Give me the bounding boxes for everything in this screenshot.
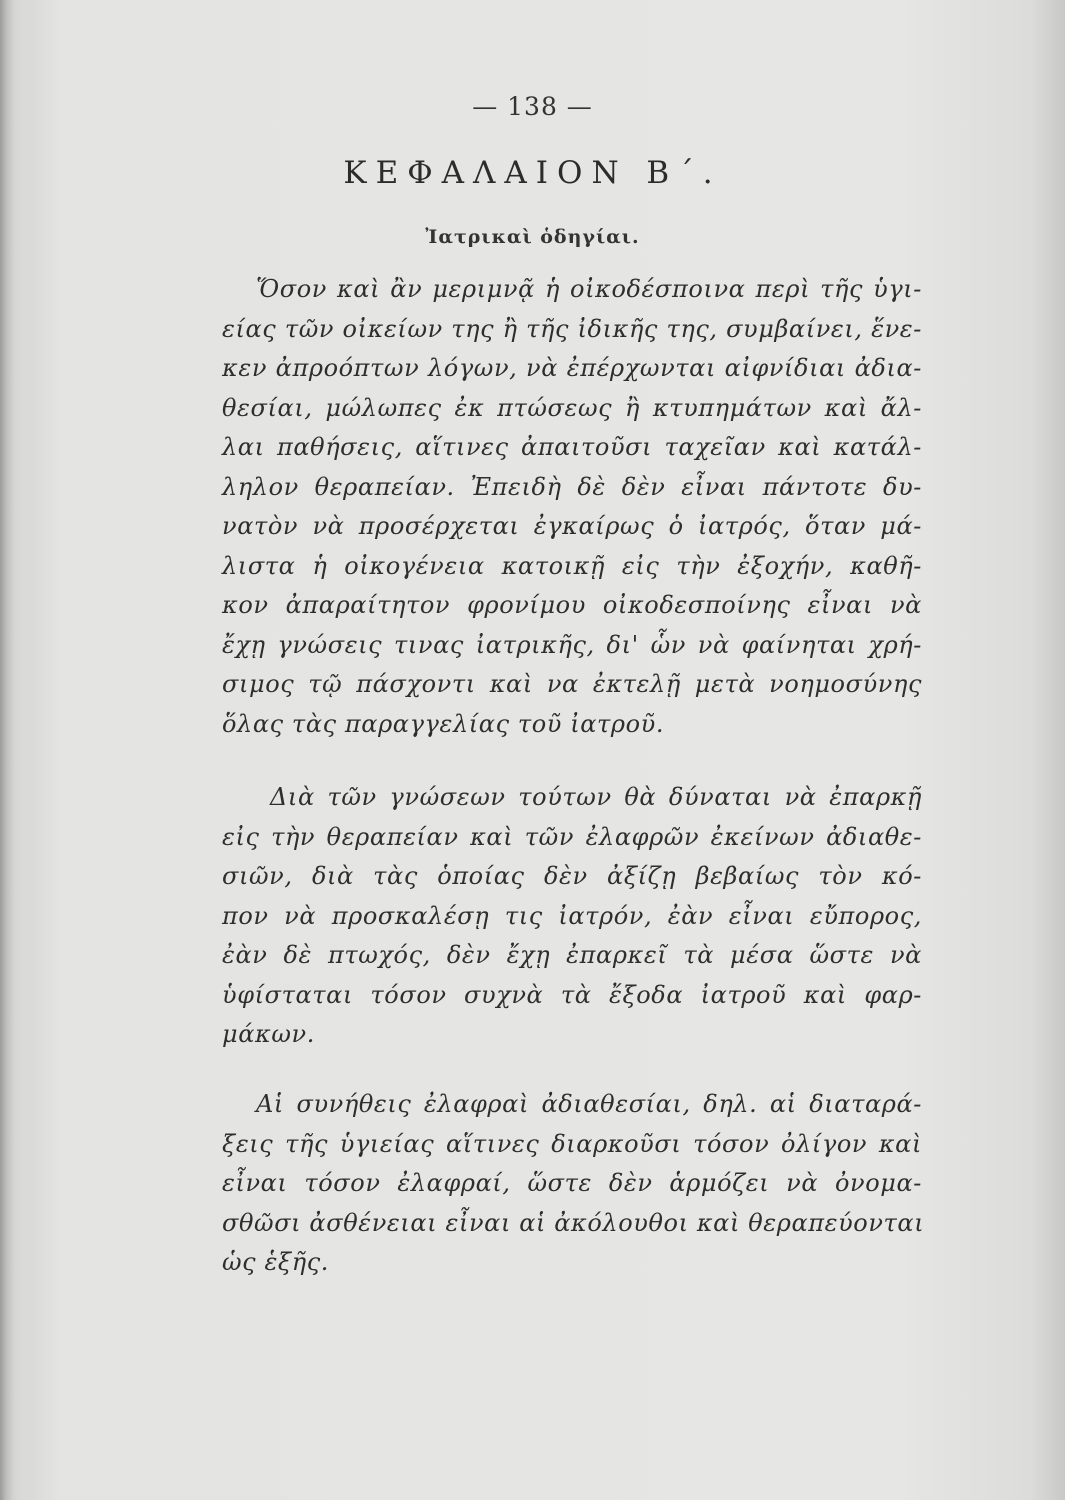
- section-heading: Ἰατρικαὶ ὁδηγίαι.: [425, 226, 640, 248]
- text-line: ἔχῃ γνώσεις τινας ἰατρικῆς, δι' ὧν νὰ φαίνηται χρή-: [222, 630, 922, 659]
- text-line: θεσίαι, μώλωπες ἐκ πτώσεως ἢ κτυπημάτων καὶ ἄλ-: [222, 393, 922, 422]
- chapter-title: ΚΕΦΑΛΑΙΟΝ Β΄.: [343, 155, 722, 191]
- text-line: ἐὰν δὲ πτωχός, δὲν ἔχῃ ἐπαρκεῖ τὰ μέσα ὥστε νὰ: [222, 941, 922, 969]
- text-line: σθῶσι ἀσθένειαι εἶναι αἱ ἀκόλουθοι καὶ θεραπεύονται: [222, 1208, 925, 1237]
- page-binding-edge: [0, 0, 28, 1500]
- text-line: ὅλας τὰς παραγγελίας τοῦ ἰατροῦ.: [222, 709, 665, 738]
- text-line: κεν ἀπροόπτων λόγων, νὰ ἐπέρχωνται αἰφνίδιαι ἀδια-: [222, 354, 922, 382]
- text-line: σιμος τῷ πάσχοντι καὶ να ἐκτελῇ μετὰ νοημοσύνης: [222, 670, 922, 698]
- text-line: πον νὰ προσκαλέσῃ τις ἰατρόν, ἐὰν εἶναι εὔπορος,: [222, 901, 922, 930]
- text-line: νατὸν νὰ προσέρχεται ἐγκαίρως ὁ ἰατρός, ὅταν μά-: [222, 512, 922, 540]
- page-number: — 138 —: [472, 92, 593, 121]
- text-line: λαι παθήσεις, αἵτινες ἀπαιτοῦσι ταχεῖαν καὶ κατάλ-: [222, 433, 922, 461]
- paragraph-2: [222, 778, 922, 1055]
- text-line: εἶναι τόσον ἐλαφραί, ὥστε δὲν ἁρμόζει νὰ ὀνομα-: [222, 1169, 922, 1197]
- text-line: ὡς ἑξῆς.: [222, 1248, 329, 1276]
- text-line: ὑφίσταται τόσον συχνὰ τὰ ἔξοδα ἰατροῦ καὶ φαρ-: [222, 980, 922, 1009]
- text-line: Διὰ τῶν γνώσεων τούτων θὰ δύναται νὰ ἐπαρκῇ: [270, 783, 922, 811]
- text-line: Αἱ συνήθεις ἐλαφραὶ ἀδιαθεσίαι, δηλ. αἱ διαταρά-: [256, 1090, 922, 1118]
- text-line: κον ἀπαραίτητον φρονίμου οἰκοδεσποίνης εἶναι νὰ: [222, 591, 922, 619]
- text-line: Ὅσον καὶ ἂν μεριμνᾷ ἡ οἰκοδέσποινα περὶ τῆς ὑγι-: [256, 275, 922, 303]
- text-line: ληλον θεραπείαν. Ἐπειδὴ δὲ δὲν εἶναι πάντοτε δυ-: [222, 472, 922, 501]
- text-line: λιστα ἡ οἰκογένεια κατοικῇ εἰς τὴν ἐξοχήν, καθῆ-: [222, 551, 922, 580]
- text-line: μάκων.: [222, 1020, 315, 1048]
- text-line: εἰς τὴν θεραπείαν καὶ τῶν ἐλαφρῶν ἐκείνων ἀδιαθε-: [222, 822, 922, 851]
- paragraph-3: [222, 1085, 925, 1283]
- text-line: σιῶν, διὰ τὰς ὁποίας δὲν ἀξίζῃ βεβαίως τὸν κό-: [222, 862, 922, 890]
- text-line: είας τῶν οἰκείων της ἢ τῆς ἰδικῆς της, συμβαίνει, ἕνε-: [222, 314, 922, 343]
- paragraph-1: [222, 270, 922, 744]
- text-line: ξεις τῆς ὑγιείας αἵτινες διαρκοῦσι τόσον ὀλίγον καὶ: [222, 1129, 922, 1158]
